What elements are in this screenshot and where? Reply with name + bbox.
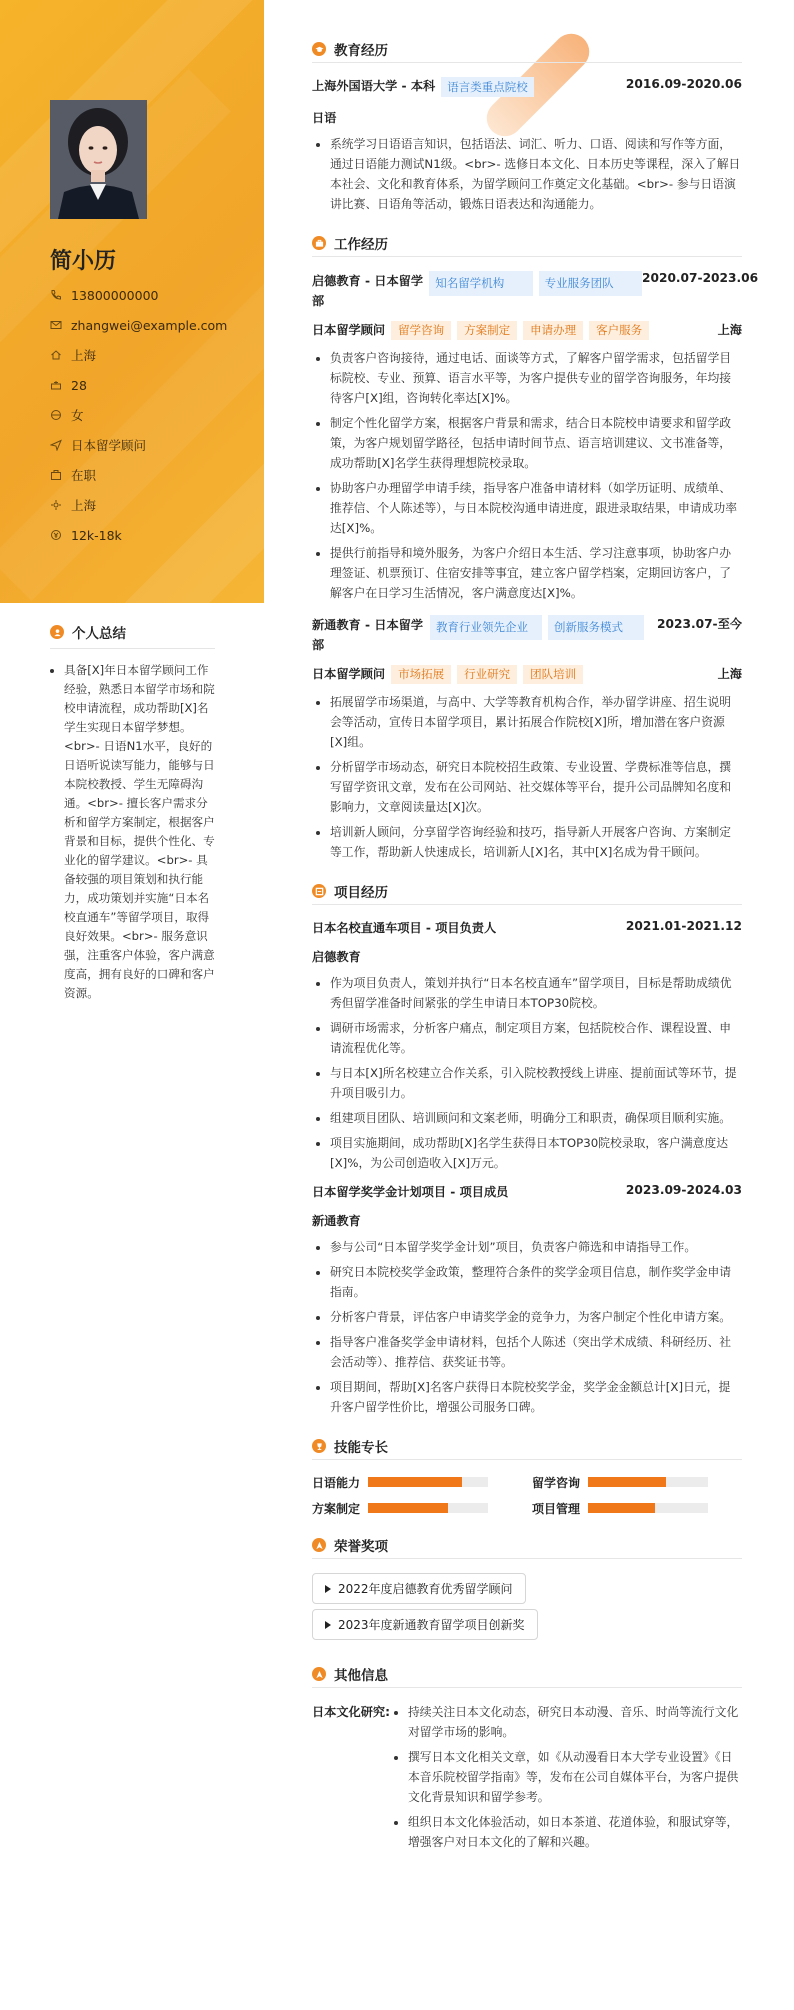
- personal-summary: [50, 620, 215, 1003]
- skill-item: 方案制定: [312, 1500, 532, 1516]
- section-title: 教育经历: [312, 36, 742, 63]
- list-item: • 撰写日本文化相关文章，如《从动漫看日本大学专业设置》《日本音乐院校留学指南》等，发布在公司自媒体平台，为客户提供文化背景知识和留学参考。: [408, 1747, 742, 1807]
- education-header: [312, 77, 742, 97]
- job-role: 日本留学顾问: [312, 323, 386, 337]
- list-item: • 协助客户办理留学申请手续，指导客户准备申请材料（如学历证明、成绩单、推荐信、个人陈述等），与日本院校沟通申请进度，跟进录取结果，申请成功率达[X]%。: [330, 478, 742, 538]
- list-item: • 项目实施期间，成功帮助[X]名学生获得日本TOP30院校录取，客户满意度达[X]%，为公司创造收入[X]万元。: [330, 1133, 742, 1173]
- summary-text: • 具备[X]年日本留学顾问工作经验，熟悉日本留学市场和院校申请流程，成功帮助[X]名学生实现日本留学梦想。<br>- 日语N1水平，良好的日语听说读写能力，能够与日本院校教授、学生无障碍沟通。<br>- 擅长客户需求分析和留学方案制定，根据客户背景和目标，提供个性化、专业化的留学建议。<br>- 具备较强的项目策划和执行能力，成功策划并实施“日本名校直通车”等留学项目，取得良好效果。<br>- 服务意识强，注重客户体验，客户满意度高，拥有良好的口碑和客户资源。: [64, 661, 215, 1003]
- project-name: 日本留学奖学金计划项目 - 项目成员: [312, 1185, 509, 1199]
- salary-icon: [50, 529, 62, 541]
- company-tag: 知名留学机构: [429, 271, 532, 296]
- skill-item: 日语能力: [312, 1474, 532, 1490]
- list-item: • 组建项目团队、培训顾问和文案老师，明确分工和职责，确保项目顺利实施。: [330, 1108, 742, 1128]
- triangle-right-icon: [325, 1621, 331, 1629]
- location-icon: [50, 499, 62, 511]
- skill-tag: 留学咨询: [391, 321, 451, 340]
- school-name: 上海外国语大学 - 本科: [312, 79, 436, 93]
- list-item: • 分析客户背景，评估客户申请奖学金的竞争力，为客户制定个性化申请方案。: [330, 1307, 742, 1327]
- triangle-right-icon: [325, 1585, 331, 1593]
- project-date: 2023.09-2024.03: [625, 1183, 742, 1197]
- project-entry: [312, 919, 742, 1173]
- company-name: 新通教育 - 日本留学部: [312, 618, 424, 652]
- job-role: 日本留学顾问: [312, 667, 386, 681]
- project-org: 新通教育: [312, 1214, 361, 1228]
- list-item: • 组织日本文化体验活动，如日本茶道、花道体验，和服试穿等，增强客户对日本文化的了解和兴趣。: [408, 1812, 742, 1852]
- skill-bar: [588, 1477, 708, 1487]
- other-bullets: [390, 1702, 742, 1857]
- list-item: • 持续关注日本文化动态，研究日本动漫、音乐、时尚等流行文化对留学市场的影响。: [408, 1702, 742, 1742]
- company-tag: 教育行业领先企业: [430, 615, 542, 640]
- skill-tag: 行业研究: [457, 665, 517, 684]
- avatar: [50, 100, 147, 219]
- skill-tag: 客户服务: [589, 321, 649, 340]
- graduation-cap-icon: [312, 42, 326, 56]
- skill-item: 项目管理: [532, 1500, 742, 1516]
- phone-icon: [50, 289, 62, 301]
- company-tag: 专业服务团队: [539, 271, 642, 296]
- job-city: 上海: [717, 323, 742, 337]
- award-icon: [312, 1538, 326, 1552]
- gender-icon: [50, 409, 62, 421]
- list-item: • 指导客户准备奖学金申请材料，包括个人陈述（突出学术成绩、科研经历、社会活动等）、推荐信、获奖证书等。: [330, 1332, 742, 1372]
- list-item: • 作为项目负责人，策划并执行“日本名校直通车”留学项目，目标是帮助成绩优秀但留学准备时间紧张的学生申请日本TOP30院校。: [330, 973, 742, 1013]
- skills-grid: [312, 1474, 742, 1516]
- briefcase-icon: [312, 236, 326, 250]
- job-date: 2020.07-2023.06: [642, 271, 759, 285]
- candidate-name: 简小历: [50, 249, 117, 274]
- home-icon: [50, 349, 62, 361]
- company-tag: 创新服务模式: [548, 615, 644, 640]
- sidebar-header: [0, 0, 264, 603]
- projects-section: [312, 878, 742, 1417]
- info-status: 在职: [50, 460, 227, 490]
- list-item: • 负责客户咨询接待，通过电话、面谈等方式，了解客户留学需求，包括留学目标院校、专业、预算、语言水平等，为客户提供专业的留学咨询服务，年均接待客户[X]组，咨询转化率达[X]%。: [330, 348, 742, 408]
- info-age: 28: [50, 370, 227, 400]
- other-section: [312, 1661, 742, 1857]
- skill-tag: 方案制定: [457, 321, 517, 340]
- other-info-label: 日本文化研究:: [312, 1705, 390, 1719]
- list-item: • 拓展留学市场渠道，与高中、大学等教育机构合作，举办留学讲座、招生说明会等活动，宣传日本留学项目，累计拓展合作院校[X]所，增加潜在客户资源[X]组。: [330, 692, 742, 752]
- info-home: 上海: [50, 340, 227, 370]
- section-title: 其他信息: [312, 1661, 742, 1688]
- list-item: • 与日本[X]所名校建立合作关系，引入院校教授线上讲座、提前面试等环节，提升项目吸引力。: [330, 1063, 742, 1103]
- skill-bar-fill: [368, 1503, 448, 1513]
- info-salary: 12k-18k: [50, 520, 227, 550]
- position-icon: [50, 439, 62, 451]
- project-date: 2021.01-2021.12: [625, 919, 742, 933]
- skill-bar: [368, 1503, 488, 1513]
- age-icon: [50, 379, 62, 391]
- job-city: 上海: [717, 667, 742, 681]
- project-icon: [312, 884, 326, 898]
- job-entry: [312, 271, 759, 603]
- award-item[interactable]: 2022年度启德教育优秀留学顾问: [312, 1573, 526, 1604]
- skill-item: 留学咨询: [532, 1474, 742, 1490]
- education-section: [312, 36, 742, 214]
- info-email: zhangwei@example.com: [50, 310, 227, 340]
- list-item: • 项目期间，帮助[X]名客户获得日本院校奖学金，奖学金金额总计[X]日元，提升客户留学性价比，增强公司服务口碑。: [330, 1377, 742, 1417]
- skill-bar-fill: [588, 1477, 666, 1487]
- project-name: 日本名校直通车项目 - 项目负责人: [312, 921, 497, 935]
- education-date: 2016.09-2020.06: [625, 77, 742, 91]
- summary-list: [50, 661, 215, 1003]
- skill-bar-fill: [588, 1503, 655, 1513]
- skill-bar: [588, 1503, 708, 1513]
- skill-tag: 市场拓展: [391, 665, 451, 684]
- info-gender: 女: [50, 400, 227, 430]
- other-info-row: [312, 1702, 742, 1857]
- list-item: • 参与公司“日本留学奖学金计划”项目，负责客户筛选和申请指导工作。: [330, 1237, 742, 1257]
- major-name: 日语: [312, 111, 337, 125]
- skills-section: [312, 1433, 742, 1516]
- project-org: 启德教育: [312, 950, 361, 964]
- company-name: 启德教育 - 日本留学部: [312, 274, 424, 308]
- list-item: • 系统学习日语语言知识，包括语法、词汇、听力、口语、阅读和写作等方面，通过日语能力测试N1级。<br>- 选修日本文化、日本历史等课程，深入了解日本社会、文化和教育体系，为留学顾问工作奠定文化基础。<br>- 参与日语演讲比赛、日语角等活动，锻炼日语表达和沟通能力。: [330, 134, 742, 214]
- skill-tag: 申请办理: [523, 321, 583, 340]
- user-icon: [50, 625, 64, 639]
- job-date: 2023.07-至今: [657, 617, 742, 631]
- list-item: • 研究日本院校奖学金政策，整理符合条件的奖学金项目信息，制作奖学金申请指南。: [330, 1262, 742, 1302]
- job-role-row: [312, 321, 742, 340]
- project-entry: [312, 1183, 742, 1417]
- main-content: [312, 36, 759, 1873]
- list-item: • 调研市场需求，分析客户痛点，制定项目方案，包括院校合作、课程设置、申请流程优化等。: [330, 1018, 742, 1058]
- info-location: 上海: [50, 490, 227, 520]
- section-title: 工作经历: [312, 230, 742, 257]
- job-bullets: [312, 692, 742, 862]
- job-role-row: [312, 665, 742, 684]
- skill-tag: 团队培训: [523, 665, 583, 684]
- info-phone: 13800000000: [50, 280, 227, 310]
- job-bullets: [312, 348, 742, 603]
- skill-bar: [368, 1477, 488, 1487]
- awards-section: [312, 1532, 742, 1645]
- trophy-icon: [312, 1439, 326, 1453]
- info-icon: [312, 1667, 326, 1681]
- list-item: • 制定个性化留学方案，根据客户背景和需求，结合日本院校申请要求和留学政策，为客户规划留学路径，包括申请时间节点、语言培训建议、文书准备等，成功帮助[X]名学生获得理想院校录取。: [330, 413, 742, 473]
- education-bullets: [312, 134, 742, 214]
- award-item[interactable]: 2023年度新通教育留学项目创新奖: [312, 1609, 538, 1640]
- section-title: 项目经历: [312, 878, 742, 905]
- list-item: • 培训新人顾问，分享留学咨询经验和技巧，指导新人开展客户咨询、方案制定等工作，帮助新人快速成长，培训新人[X]名，其中[X]名成为骨干顾问。: [330, 822, 742, 862]
- project-bullets: [312, 973, 742, 1173]
- section-title: 荣誉奖项: [312, 1532, 742, 1559]
- list-item: • 提供行前指导和境外服务，为客户介绍日本生活、学习注意事项，协助客户办理签证、机票预订、住宿安排等事宜，建立客户留学档案，定期回访客户，了解客户在日学习生活情况，客户满意度达[X]%。: [330, 543, 742, 603]
- job-entry: [312, 615, 742, 862]
- section-title: 技能专长: [312, 1433, 742, 1460]
- mail-icon: [50, 319, 62, 331]
- school-tag: 语言类重点院校: [441, 77, 534, 97]
- contact-info-list: [50, 280, 227, 550]
- info-position: 日本留学顾问: [50, 430, 227, 460]
- summary-heading: 个人总结: [50, 620, 215, 649]
- skill-bar-fill: [368, 1477, 462, 1487]
- work-section: [312, 230, 759, 862]
- status-icon: [50, 469, 62, 481]
- list-item: • 分析留学市场动态，研究日本院校招生政策、专业设置、学费标准等信息，撰写留学资讯文章，发布在公司网站、社交媒体等平台，提升公司品牌知名度和影响力，文章阅读量达[X]次。: [330, 757, 742, 817]
- project-bullets: [312, 1237, 742, 1417]
